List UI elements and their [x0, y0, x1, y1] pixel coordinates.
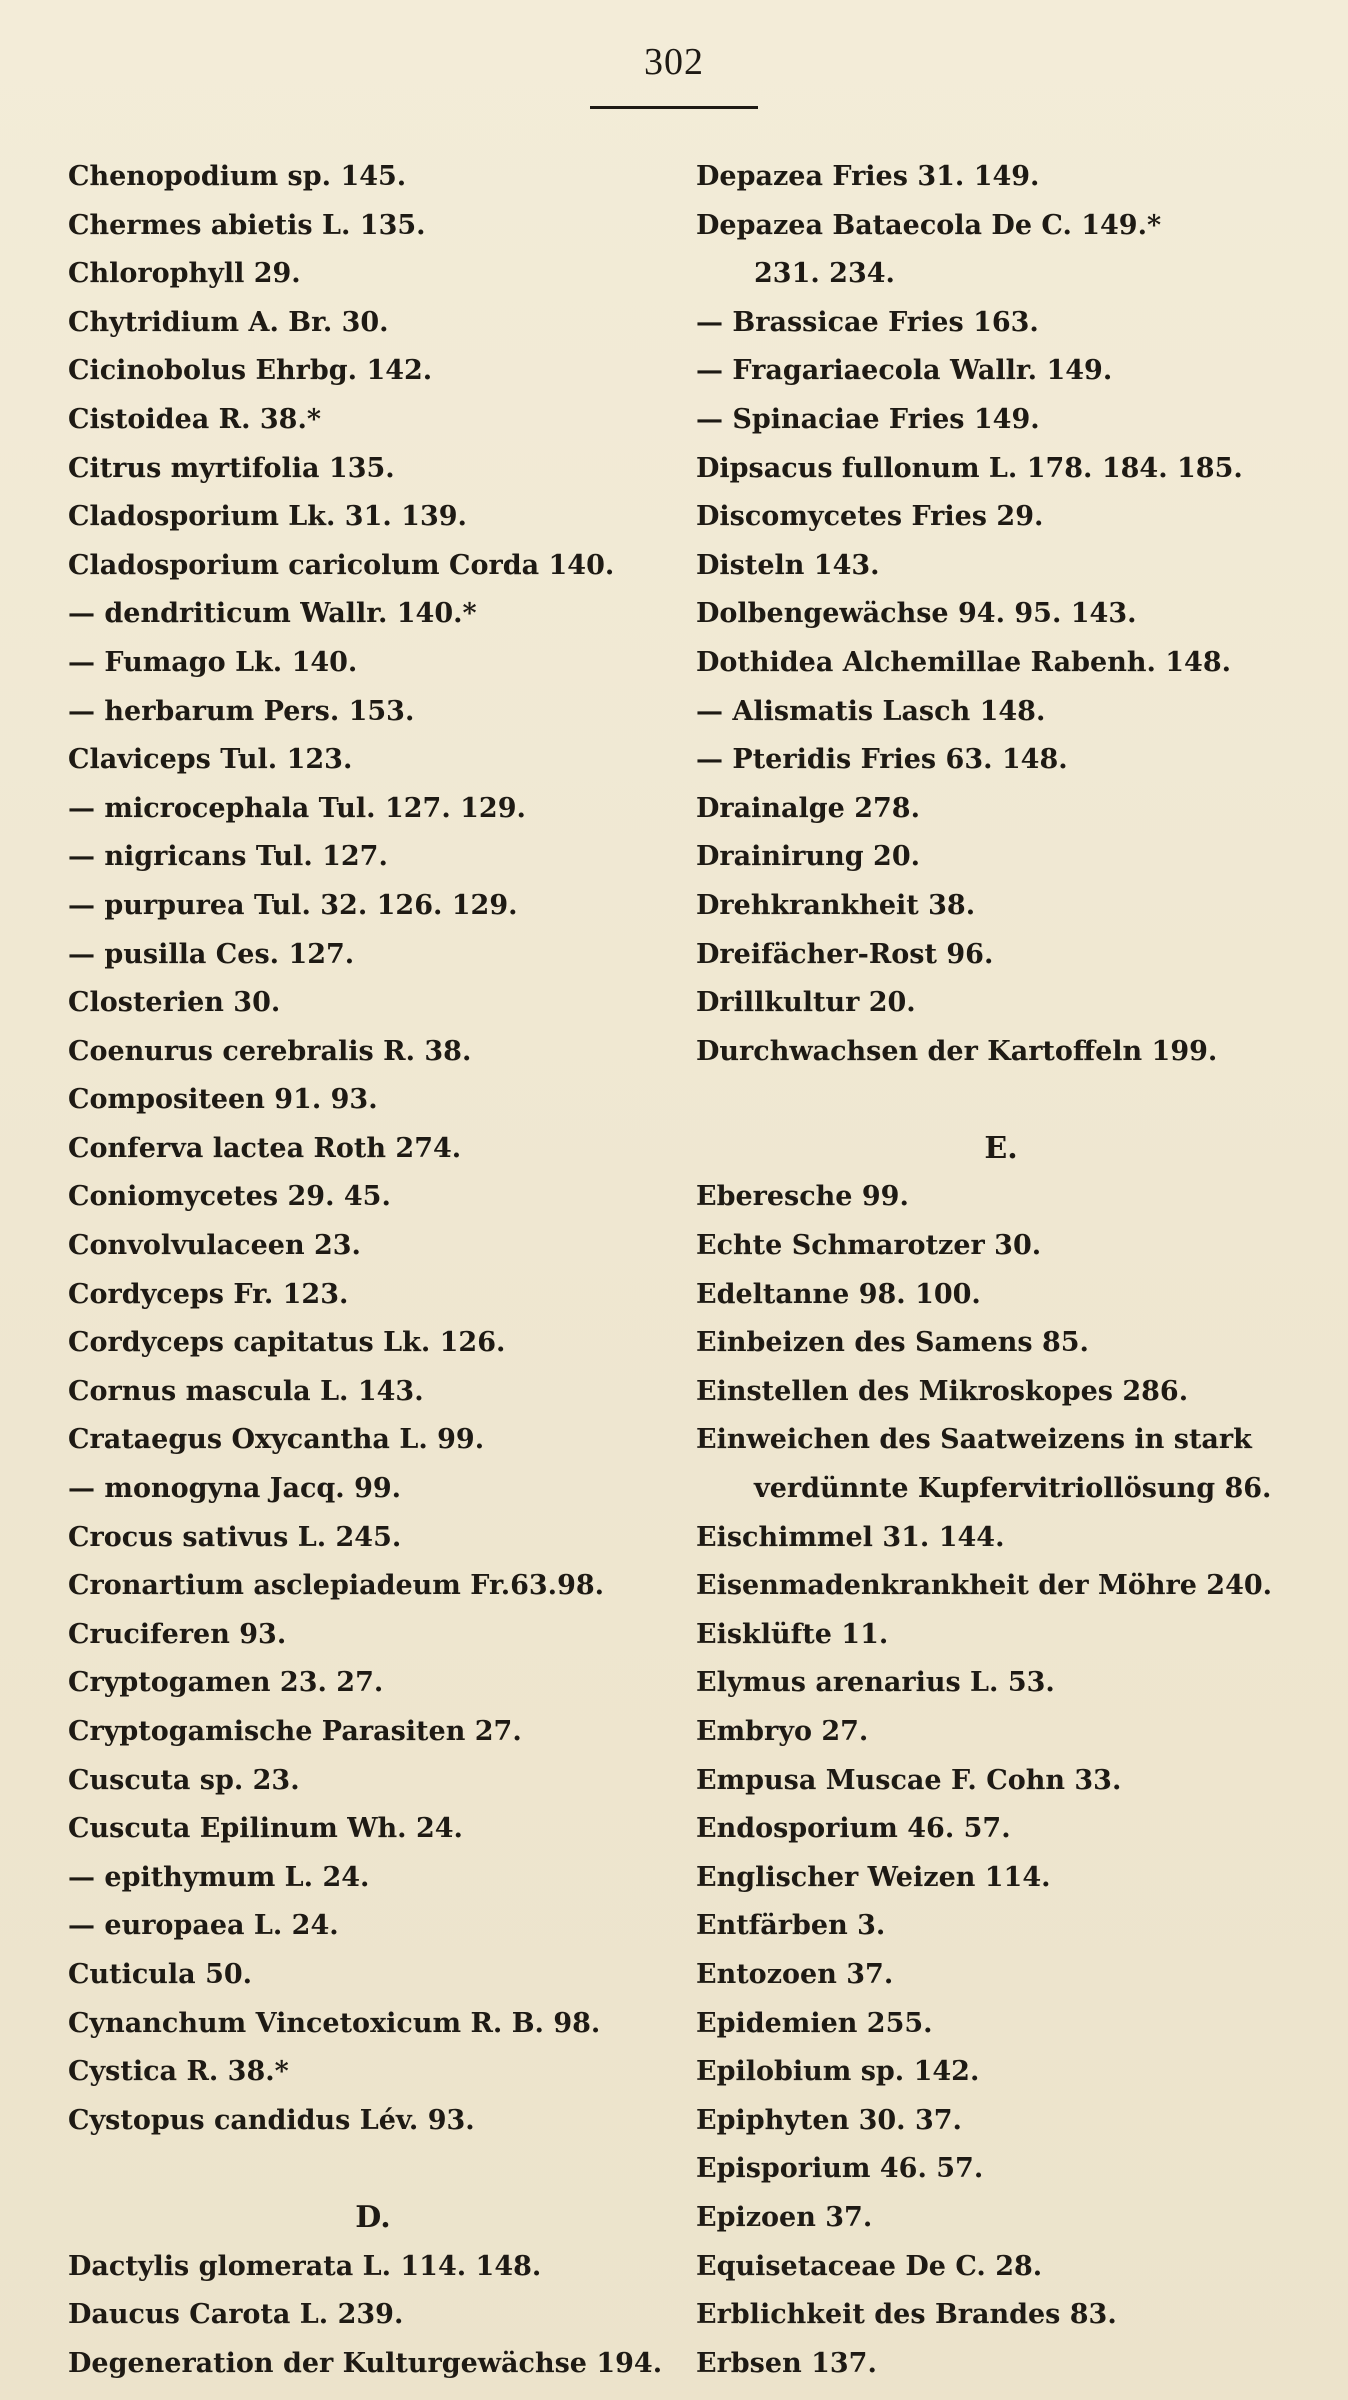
- index-entry: Cruciferen 93.: [68, 1618, 287, 1650]
- index-entry: Depazea Bataecola De C. 149.*: [696, 209, 1162, 241]
- index-entry: Coniomycetes 29. 45.: [68, 1181, 391, 1213]
- index-entry: Cynanchum Vincetoxicum R. B. 98.: [68, 2007, 601, 2039]
- index-entry: — pusilla Ces. 127.: [68, 938, 355, 970]
- index-entry: Epiphyten 30. 37.: [696, 2104, 962, 2136]
- index-entry: — Fumago Lk. 140.: [68, 646, 358, 678]
- index-entry: — purpurea Tul. 32. 126. 129.: [68, 889, 518, 921]
- index-entry: Drehkrankheit 38.: [696, 889, 976, 921]
- index-entry: Discomycetes Fries 29.: [696, 501, 1044, 533]
- index-entry: Cuscuta sp. 23.: [68, 1764, 300, 1796]
- index-entry: Cuticula 50.: [68, 1958, 253, 1990]
- index-entry: Epizoen 37.: [696, 2201, 873, 2233]
- index-entry: Coenurus cerebralis R. 38.: [68, 1035, 472, 1067]
- index-entry: Dipsacus fullonum L. 178. 184. 185.: [696, 452, 1243, 484]
- index-entry: Empusa Muscae F. Cohn 33.: [696, 1764, 1122, 1796]
- section-heading-d: D.: [355, 2199, 391, 2235]
- index-entry: Crataegus Oxycantha L. 99.: [68, 1424, 485, 1456]
- page-number: 302: [644, 41, 704, 83]
- index-entry: — Brassicae Fries 163.: [696, 306, 1039, 338]
- right-column: [696, 153, 1306, 2388]
- index-entry: — epithymum L. 24.: [68, 1861, 370, 1893]
- index-entry: Erblichkeit des Brandes 83.: [696, 2299, 1117, 2331]
- index-entry: Eisklüfte 11.: [696, 1618, 889, 1650]
- index-entry: Entfärben 3.: [696, 1910, 886, 1942]
- index-entry: Crocus sativus L. 245.: [68, 1521, 402, 1553]
- index-entry: — nigricans Tul. 127.: [68, 841, 388, 873]
- index-entry: Eischimmel 31. 144.: [696, 1521, 1005, 1553]
- index-entry: Cryptogamen 23. 27.: [68, 1667, 384, 1699]
- index-entry: Closterien 30.: [68, 987, 281, 1019]
- index-entry: Citrus myrtifolia 135.: [68, 452, 395, 484]
- index-entry: Eberesche 99.: [696, 1181, 909, 1213]
- index-entry: — Fragariaecola Wallr. 149.: [696, 355, 1113, 387]
- index-entry: — Spinaciae Fries 149.: [696, 403, 1040, 435]
- left-column: [68, 153, 678, 2388]
- index-entry: Cistoidea R. 38.*: [68, 403, 321, 435]
- index-entry: Compositeen 91. 93.: [68, 1084, 378, 1116]
- index-entry: Cryptogamische Parasiten 27.: [68, 1716, 522, 1747]
- index-entry: Chlorophyll 29.: [68, 258, 301, 290]
- index-entry: — Pteridis Fries 63. 148.: [696, 744, 1068, 776]
- index-entry: Claviceps Tul. 123.: [68, 744, 353, 776]
- index-entry: Cordyceps capitatus Lk. 126.: [68, 1327, 506, 1359]
- index-entry: Episporium 46. 57.: [696, 2153, 984, 2185]
- index-entry: — microcephala Tul. 127. 129.: [68, 792, 526, 824]
- index-entry: Disteln 143.: [696, 549, 880, 581]
- index-entry: Cladosporium caricolum Corda 140.: [68, 549, 615, 581]
- index-entry: Dreifächer-Rost 96.: [696, 938, 994, 970]
- index-entry: Cuscuta Epilinum Wh. 24.: [68, 1813, 463, 1845]
- index-entry: Cordyceps Fr. 123.: [68, 1278, 349, 1310]
- index-entry: Chermes abietis L. 135.: [68, 209, 426, 241]
- index-entry: Einbeizen des Samens 85.: [696, 1327, 1089, 1359]
- index-entry: Entozoen 37.: [696, 1958, 894, 1990]
- index-entry: — monogyna Jacq. 99.: [68, 1473, 402, 1505]
- index-entry: Drillkultur 20.: [696, 987, 916, 1019]
- index-entry: Cornus mascula L. 143.: [68, 1375, 424, 1407]
- index-entry: Edeltanne 98. 100.: [696, 1278, 981, 1310]
- index-entry-continuation: 231. 234.: [754, 258, 895, 290]
- spacer: [696, 1076, 1306, 1125]
- index-entry: Equisetaceae De C. 28.: [696, 2250, 1043, 2282]
- index-entry: Cystopus candidus Lév. 93.: [68, 2104, 475, 2136]
- index-entry: — dendriticum Wallr. 140.*: [68, 598, 477, 630]
- index-entry: Convolvulaceen 23.: [68, 1230, 361, 1262]
- index-entry: Cronartium asclepiadeum Fr.63.98.: [68, 1570, 605, 1602]
- index-entry: Degeneration der Kulturgewächse 194.: [68, 2347, 663, 2379]
- index-entry: Dothidea Alchemillae Rabenh. 148.: [696, 646, 1232, 678]
- index-entry: Cicinobolus Ehrbg. 142.: [68, 355, 433, 387]
- index-entry: Chytridium A. Br. 30.: [68, 306, 389, 338]
- index-entry: Embryo 27.: [696, 1716, 869, 1747]
- spacer: [68, 2145, 678, 2194]
- index-entry: Depazea Fries 31. 149.: [696, 161, 1040, 192]
- index-entry: Dolbengewächse 94. 95. 143.: [696, 598, 1137, 630]
- index-entry: — herbarum Pers. 153.: [68, 695, 415, 727]
- index-entry: Eisenmadenkrankheit der Möhre 240.: [696, 1570, 1273, 1602]
- index-entry: Erbsen 137.: [696, 2347, 877, 2379]
- index-entry: Drainalge 278.: [696, 792, 920, 824]
- index-entry: Cladosporium Lk. 31. 139.: [68, 501, 467, 533]
- header-rule: [590, 106, 758, 109]
- index-entry: Endosporium 46. 57.: [696, 1813, 1011, 1845]
- index-entry: Conferva lactea Roth 274.: [68, 1132, 462, 1164]
- index-entry: — Alismatis Lasch 148.: [696, 695, 1046, 727]
- index-entry: — europaea L. 24.: [68, 1910, 339, 1942]
- index-entry: Cystica R. 38.*: [68, 2056, 289, 2088]
- index-entry: Englischer Weizen 114.: [696, 1861, 1051, 1893]
- index-entry-continuation: verdünnte Kupfervitriollösung 86.: [754, 1473, 1272, 1505]
- section-heading-e: E.: [984, 1130, 1018, 1166]
- index-entry: Echte Schmarotzer 30.: [696, 1230, 1042, 1262]
- index-entry: Elymus arenarius L. 53.: [696, 1667, 1055, 1699]
- index-entry: Chenopodium sp. 145.: [68, 161, 407, 192]
- index-entry: Epilobium sp. 142.: [696, 2056, 980, 2088]
- index-entry: Dactylis glomerata L. 114. 148.: [68, 2250, 542, 2282]
- index-entry: Drainirung 20.: [696, 841, 921, 873]
- index-entry: Einweichen des Saatweizens in stark: [696, 1424, 1252, 1456]
- index-entry: Einstellen des Mikroskopes 286.: [696, 1375, 1189, 1407]
- index-entry: Epidemien 255.: [696, 2007, 933, 2039]
- index-entry: Daucus Carota L. 239.: [68, 2299, 404, 2331]
- index-entry: Durchwachsen der Kartoffeln 199.: [696, 1035, 1218, 1067]
